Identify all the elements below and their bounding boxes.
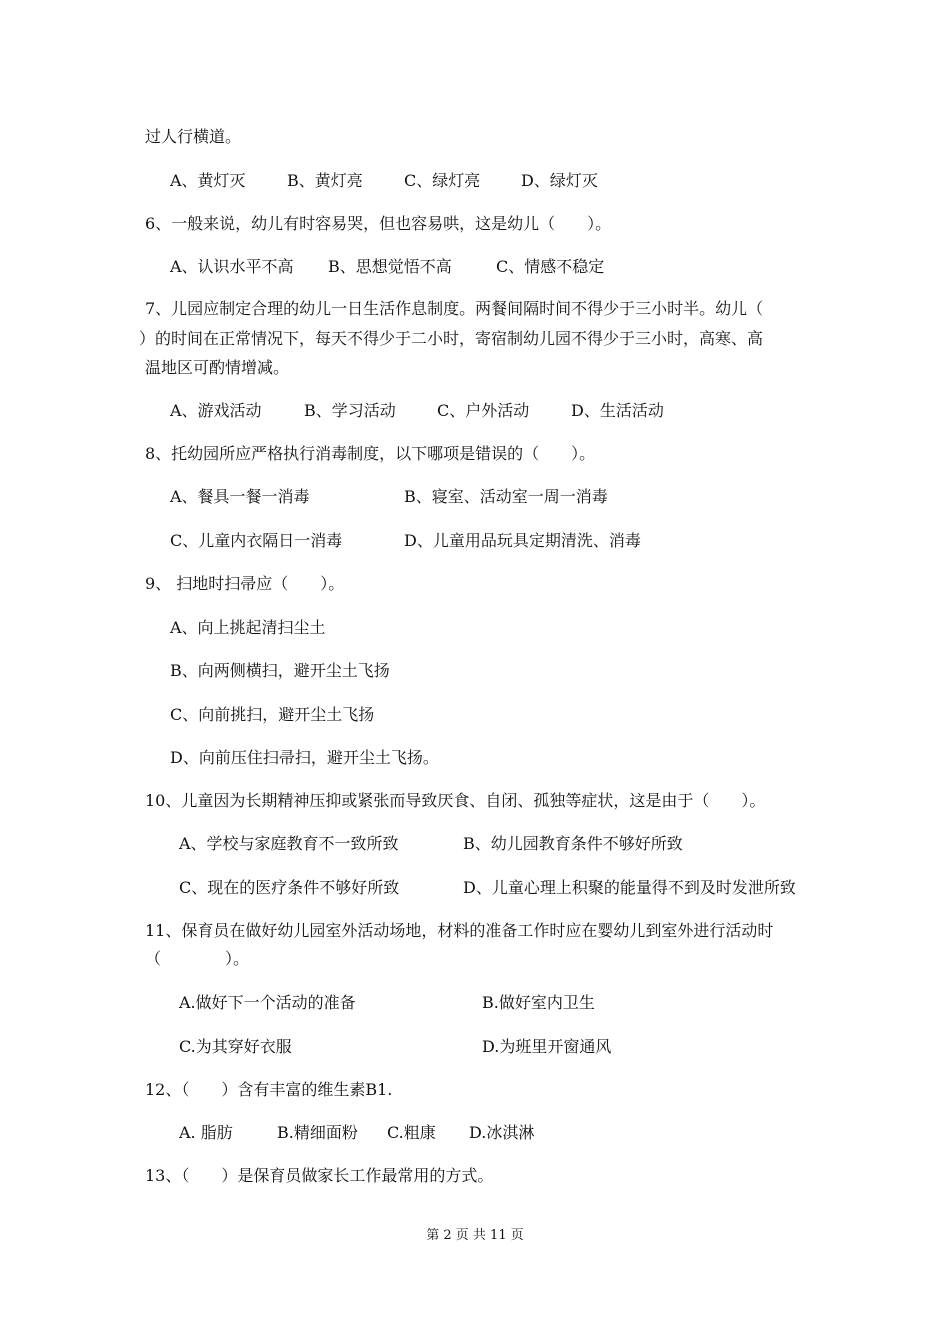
q6-option-b: B、思想觉悟不高 bbox=[328, 257, 452, 276]
q13-stem: 13、（ ）是保育员做家长工作最常用的方式。 bbox=[145, 1166, 494, 1185]
q7-stem-line1: 7、儿园应制定合理的幼儿一日生活作息制度。两餐间隔时间不得少于三小时半。幼儿（ bbox=[145, 299, 764, 318]
q11-stem-line1: 11、保育员在做好幼儿园室外活动场地，材料的准备工作时应在婴幼儿到室外进行活动时 bbox=[145, 921, 774, 940]
q5-option-c: C、绿灯亮 bbox=[404, 171, 481, 190]
q9-option-c: C、向前挑扫，避开尘土飞扬 bbox=[170, 705, 375, 724]
q12-option-a: A. 脂肪 bbox=[179, 1123, 233, 1142]
q12-option-b: B.精细面粉 bbox=[277, 1123, 358, 1142]
q9-option-b: B、向两侧横扫，避开尘土飞扬 bbox=[170, 661, 390, 680]
q8-option-b: B、寝室、活动室一周一消毒 bbox=[404, 487, 608, 506]
q10-stem: 10、儿童因为长期精神压抑或紧张而导致厌食、自闭、孤独等症状，这是由于（ ）。 bbox=[145, 791, 766, 810]
q10-option-a: A、学校与家庭教育不一致所致 bbox=[179, 834, 399, 853]
q6-stem: 6、一般来说，幼儿有时容易哭，但也容易哄，这是幼儿（ ）。 bbox=[145, 214, 612, 233]
q10-option-d: D、儿童心理上积聚的能量得不到及时发泄所致 bbox=[463, 878, 796, 897]
q8-stem: 8、托幼园所应严格执行消毒制度，以下哪项是错误的（ ）。 bbox=[145, 444, 596, 463]
q12-option-d: D.冰淇淋 bbox=[469, 1123, 535, 1142]
q7-option-b: B、学习活动 bbox=[304, 401, 396, 420]
q12-option-c: C.粗康 bbox=[387, 1123, 436, 1142]
q5-option-b: B、黄灯亮 bbox=[287, 171, 363, 190]
q11-option-c: C.为其穿好衣服 bbox=[179, 1037, 292, 1056]
q11-option-a: A.做好下一个活动的准备 bbox=[179, 993, 356, 1012]
page-footer: 第 2 页 共 11 页 bbox=[426, 1228, 524, 1243]
q8-option-d: D、儿童用品玩具定期清洗、消毒 bbox=[404, 531, 641, 550]
q10-option-c: C、现在的医疗条件不够好所致 bbox=[179, 878, 400, 897]
q11-option-d: D.为班里开窗通风 bbox=[482, 1037, 612, 1056]
q5-stem-tail: 过人行横道。 bbox=[145, 127, 242, 146]
q11-stem-line2: （ ）。 bbox=[145, 949, 250, 968]
q9-option-a: A、向上挑起清扫尘土 bbox=[170, 618, 326, 637]
q7-option-a: A、游戏活动 bbox=[170, 401, 262, 420]
q7-option-c: C、户外活动 bbox=[437, 401, 530, 420]
q7-option-d: D、生活活动 bbox=[571, 401, 664, 420]
q12-stem: 12、（ ）含有丰富的维生素B1. bbox=[145, 1080, 393, 1099]
q8-option-a: A、餐具一餐一消毒 bbox=[170, 487, 310, 506]
q9-option-d: D、向前压住扫帚扫，避开尘土飞扬。 bbox=[170, 748, 439, 767]
q6-option-a: A、认识水平不高 bbox=[170, 257, 294, 276]
q7-stem-line3: 温地区可酌情增减。 bbox=[145, 358, 290, 377]
q9-stem: 9、 扫地时扫帚应（ ）。 bbox=[145, 574, 345, 593]
q5-option-a: A、黄灯灭 bbox=[170, 171, 246, 190]
q11-option-b: B.做好室内卫生 bbox=[482, 993, 595, 1012]
q5-option-d: D、绿灯灭 bbox=[521, 171, 598, 190]
q8-option-c: C、儿童内衣隔日一消毒 bbox=[170, 531, 343, 550]
q6-option-c: C、情感不稳定 bbox=[496, 257, 605, 276]
q10-option-b: B、幼儿园教育条件不够好所致 bbox=[463, 834, 683, 853]
q7-stem-line2: ）的时间在正常情况下，每天不得少于二小时，寄宿制幼儿园不得少于三小时，高寒、高 bbox=[139, 329, 764, 348]
